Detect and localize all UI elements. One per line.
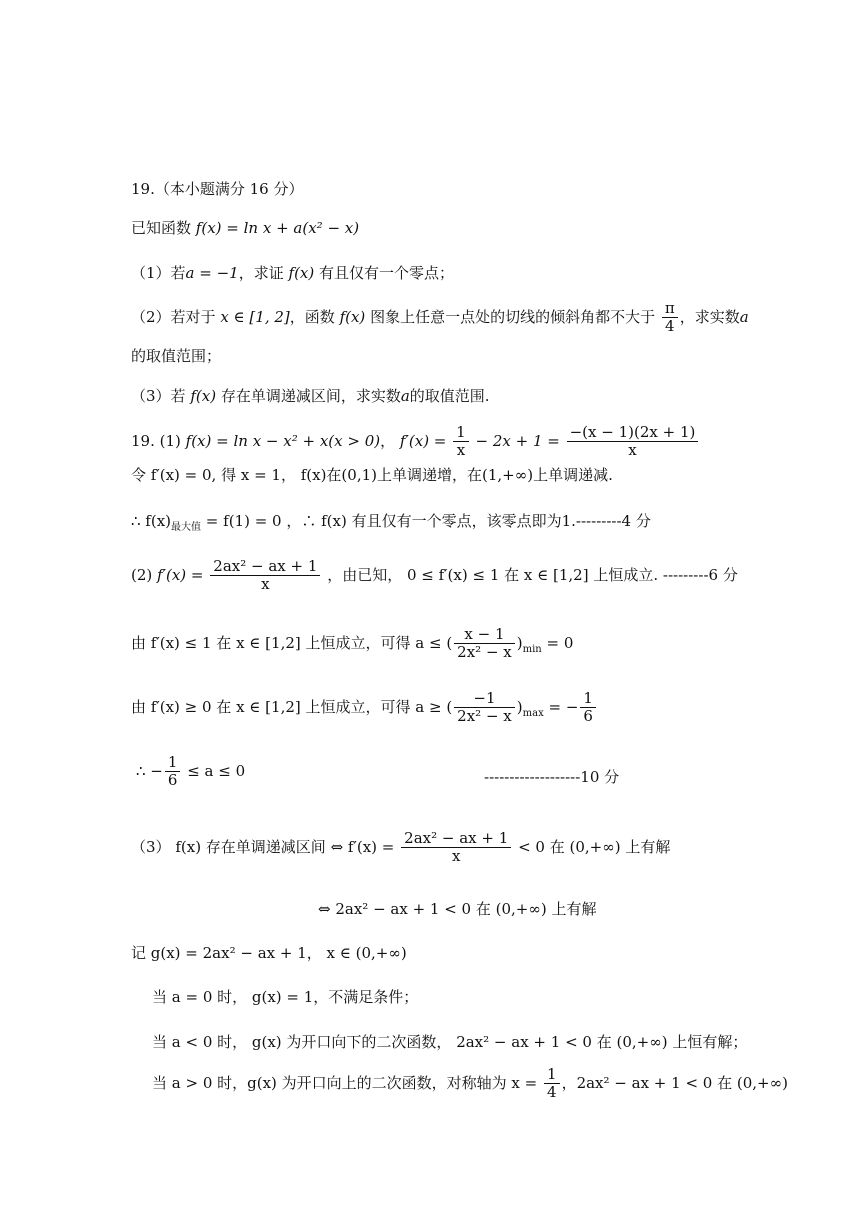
part2-fx: f(x) (339, 307, 366, 326)
part2-text-b: 图象上任意一点处的切线的倾斜角都不大于 (370, 307, 656, 326)
s3-a: f(x) 存在单调递减区间 ⇔ f′(x) = (175, 837, 395, 856)
frac-denominator: x (456, 441, 466, 460)
frac-numerator: 1 (165, 754, 181, 772)
frac-denominator: x (451, 847, 461, 866)
s2l2-sub: min (522, 643, 542, 655)
part3-fx: f(x) (190, 387, 217, 405)
part2-text-a: ，函数 (289, 307, 335, 326)
intro-formula: f(x) = ln x + a(x² − x) (195, 219, 360, 237)
part2-var: a (739, 307, 749, 326)
solution-3-case3 (152, 1066, 788, 1102)
solution-2-line2 (131, 626, 573, 662)
frac-denominator: 2x² − x (457, 643, 512, 662)
frac-numerator: 2ax² − ax + 1 (210, 558, 320, 576)
s1-max-sub: 最大值 (171, 522, 202, 533)
frac-numerator: 1 (580, 690, 596, 708)
problem-intro (131, 219, 359, 238)
s3c3-a: 当 a > 0 时，g(x) 为开口向上的二次函数，对称轴为 x = (152, 1073, 538, 1092)
score-mark-6: ---------6 分 (662, 565, 738, 584)
s1-frac2 (567, 424, 699, 460)
solution-3-case1: 当 a = 0 时， g(x) = 1，不满足条件； (152, 988, 419, 1006)
frac-numerator: 1 (544, 1066, 560, 1084)
s3c3-b: ，2ax² − ax + 1 < 0 在 (0,+∞) (561, 1073, 788, 1092)
s2-label: (2) (131, 565, 153, 584)
solution-3-case2: 当 a < 0 时， g(x) 为开口向下的二次函数， 2ax² − ax + 1 < 0 在 (0,+∞) 上恒有解； (152, 1033, 748, 1051)
part3-text-a: 存在单调递减区间，求实数 (220, 387, 401, 405)
solution-3-line1 (131, 830, 670, 866)
s2l2-c: = 0 (541, 633, 574, 652)
s2-text: ，由已知， 0 ≤ f′(x) ≤ 1 在 x ∈ [1,2] 上恒成立. (327, 565, 659, 584)
frac-numerator: −(x − 1)(2x + 1) (567, 424, 699, 442)
s3-label: （3） (131, 837, 171, 856)
pi-over-4-fraction (662, 300, 678, 336)
frac-denominator: 4 (547, 1083, 557, 1102)
part1-fx: f(x) (288, 264, 315, 282)
frac-denominator: 6 (167, 771, 178, 790)
frac-denominator: x (261, 575, 270, 594)
score-mark-10: -------------------10 分 (484, 768, 620, 786)
problem-part2 (131, 300, 749, 336)
solution-3-line2: ⇔ 2ax² − ax + 1 < 0 在 (0,+∞) 上有解 (318, 900, 597, 918)
frac-numerator: −1 (454, 690, 515, 708)
s3c3-frac (544, 1066, 560, 1102)
intro-label: 已知函数 (131, 219, 192, 237)
part2-label: （2）若对于 (131, 307, 216, 326)
s1-frac1 (453, 424, 469, 460)
part1-text-a: ，求证 (238, 264, 284, 282)
solution-1-line3 (131, 512, 651, 535)
solution-3-line3: 记 g(x) = 2ax² − ax + 1， x ∈ (0,+∞) (131, 944, 407, 962)
part2-cond: x ∈ [1, 2] (220, 307, 290, 326)
s1-eq: f(x) = ln x − x² + x(x > 0) (185, 431, 381, 450)
s2l3-c: = − (543, 697, 579, 716)
frac-denominator: 4 (665, 317, 675, 336)
s1-max-a: ∴ f(x) (131, 512, 172, 530)
s1-sep: ， (380, 431, 396, 450)
solution-2-line3 (131, 690, 598, 726)
score-mark-4: ---------4 分 (575, 512, 651, 530)
frac-numerator: x − 1 (454, 626, 515, 644)
frac-numerator: 1 (453, 424, 469, 442)
problem-part2-cont: 的取值范围； (131, 347, 222, 365)
part2-text-c: ，求实数 (679, 307, 740, 326)
frac-denominator: 2x² − x (457, 707, 512, 726)
s2l3-b: ) (516, 697, 523, 716)
solution-2-line4 (136, 754, 245, 790)
frac-denominator: 6 (583, 707, 593, 726)
part1-label: （1）若 (131, 264, 186, 282)
s3-frac (401, 830, 511, 866)
part3-var: a (400, 387, 410, 405)
s2l2-frac (454, 626, 515, 662)
solution-2-line1 (131, 558, 738, 594)
s1-deriv: f′(x) = (399, 431, 447, 450)
s2l4-frac (165, 754, 181, 790)
s2l3-frac2 (580, 690, 596, 726)
s2l4-a: ∴ − (136, 761, 163, 780)
solution-1-line1 (131, 424, 700, 460)
part3-label: （3）若 (131, 387, 186, 405)
s2l3-frac (454, 690, 515, 726)
part3-text-b: 的取值范围. (409, 387, 490, 405)
frac-numerator: 2ax² − ax + 1 (401, 830, 511, 848)
s2l4-b: ≤ a ≤ 0 (182, 761, 246, 780)
s2-frac (210, 558, 320, 594)
problem-header: 19.（本小题满分 16 分） (131, 180, 304, 198)
part1-cond: a = −1 (185, 264, 239, 282)
s2-deriv: f′(x) = (157, 565, 204, 584)
frac-denominator: x (628, 441, 637, 460)
frac-numerator: π (662, 300, 678, 318)
s2l2-b: ) (516, 633, 523, 652)
s2l3-sub: max (522, 707, 544, 719)
s1-label: 19. (1) (131, 431, 181, 450)
solution-1-line2: 令 f′(x) = 0, 得 x = 1， f(x)在(0,1)上单调递增，在(1,+∞)上单调递减. (131, 466, 613, 484)
problem-part3 (131, 387, 490, 406)
part1-text-b: 有且仅有一个零点； (319, 264, 455, 282)
s2l3-a: 由 f′(x) ≥ 0 在 x ∈ [1,2] 上恒成立，可得 a ≥ ( (131, 697, 453, 716)
s2l2-a: 由 f′(x) ≤ 1 在 x ∈ [1,2] 上恒成立，可得 a ≤ ( (131, 633, 453, 652)
problem-part1 (131, 264, 454, 283)
s1-max-b: = f(1) = 0 ，∴ f(x) 有且仅有一个零点，该零点即为1. (201, 512, 576, 530)
s3-b: < 0 在 (0,+∞) 上有解 (518, 837, 671, 856)
s1-mid: − 2x + 1 = (475, 431, 560, 450)
